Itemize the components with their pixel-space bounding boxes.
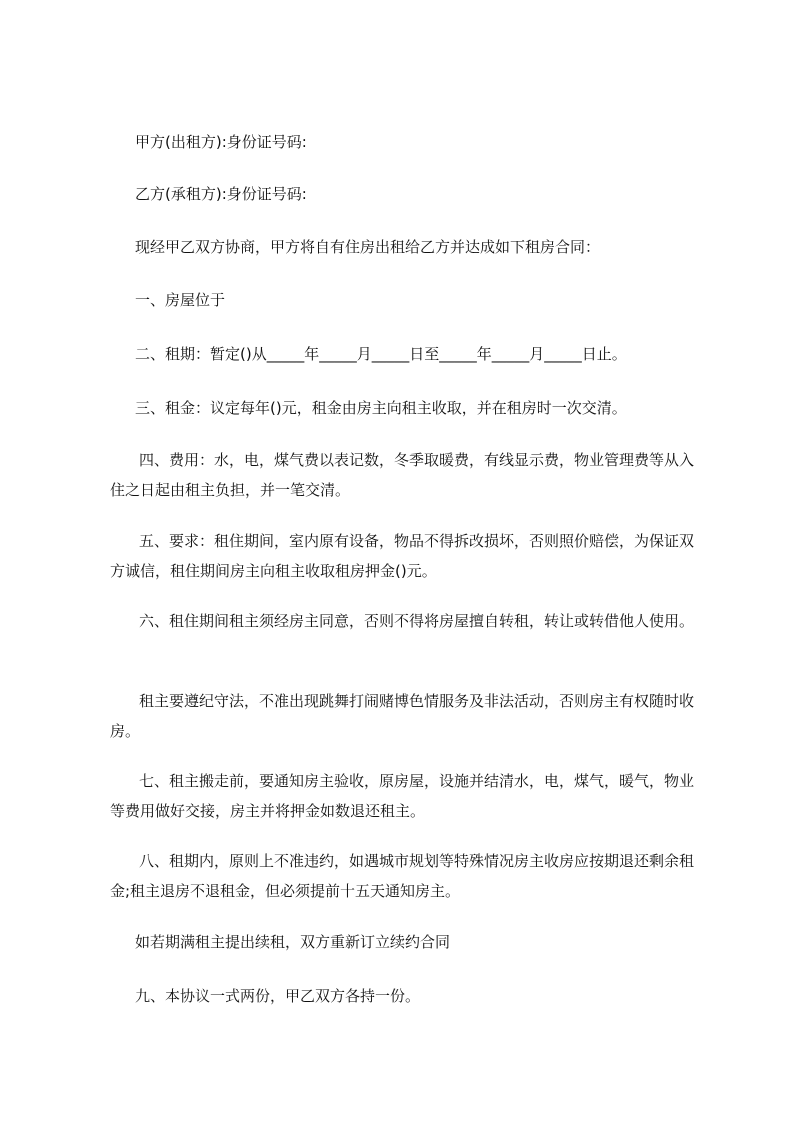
clause-3-paragraph: 三、租金：议定每年()元，租金由房主向租主收取，并在租房时一次交清。 (135, 399, 627, 417)
clause-8-paragraph: 八、租期内，原则上不准违约，如遇城市规划等特殊情况房主收房应按期退还剩余租金;租主退房不退租金，但必须提前十五天通知房主。 (110, 852, 695, 900)
preamble-paragraph: 现经甲乙双方协商，甲方将自有住房出租给乙方并达成如下租房合同： (135, 238, 601, 256)
clause-6-note-paragraph: 租主要遵纪守法，不准出现跳舞打闹赌博色情服务及非法活动，否则房主有权随时收房。 (110, 692, 695, 740)
party-b-line: 乙方(承租方):身份证号码: (135, 185, 307, 203)
party-a-line: 甲方(出租方):身份证号码: (135, 133, 307, 151)
clause-6-paragraph: 六、租住期间租主须经房主同意，否则不得将房屋擅自转租，转让或转借他人使用。 (139, 612, 695, 630)
clause-1-paragraph: 一、房屋位于 (135, 291, 226, 309)
clause-4-paragraph: 四、费用：水，电，煤气费以表记数，冬季取暖费，有线显示费，物业管理费等从入住之日起由租主负担，并一笔交清。 (110, 451, 695, 499)
clause-2-paragraph: 二、租期：暂定()从_____年_____月_____日至_____年_____月_____日止。 (135, 345, 627, 363)
clause-5-paragraph: 五、要求：租住期间，室内原有设备，物品不得拆改损坏，否则照价赔偿，为保证双方诚信，租住期间房主向租主收取租房押金()元。 (110, 532, 695, 580)
clause-9-paragraph: 九、本协议一式两份，甲乙双方各持一份。 (135, 987, 421, 1005)
renewal-paragraph: 如若期满租主提出续租，双方重新订立续约合同 (135, 933, 451, 951)
clause-7-paragraph: 七、租主搬走前，要通知房主验收，原房屋，设施并结清水，电，煤气，暖气，物业等费用做好交接，房主并将押金如数退还租主。 (110, 772, 695, 820)
